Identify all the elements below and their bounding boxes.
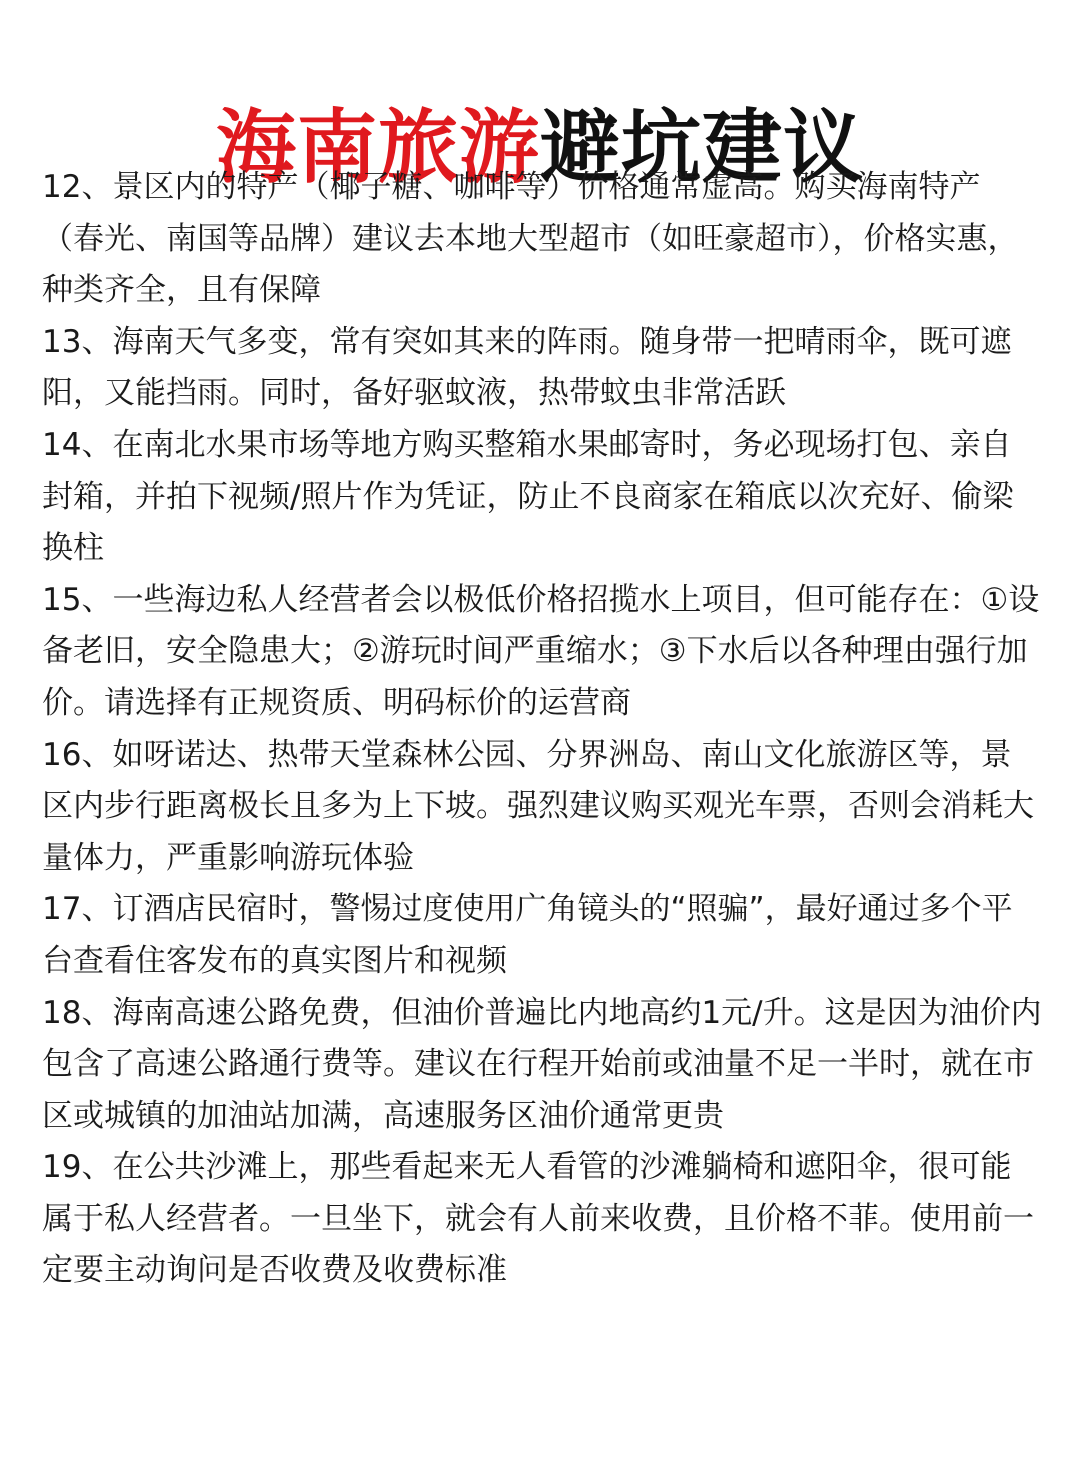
tip-18: 18、海南高速公路免费，但油价普遍比内地高约1元/升。这是因为油价内包含了高速公路通行费等。建议在行程开始前或油量不足一半时，就在市区或城镇的加油站加满，高速服务区油价通常更贵 [42,994,1042,1134]
tip-14: 14、在南北水果市场等地方购买整箱水果邮寄时，务必现场打包、亲自封箱，并拍下视频/照片作为凭证，防止不良商家在箱底以次充好、偷梁换柱 [42,426,1014,567]
tip-13: 13、海南天气多变，常有突如其来的阵雨。随身带一把晴雨伞，既可遮阳，又能挡雨。同时，备好驱蚊液，热带蚊虫非常活跃 [42,323,1012,412]
tip-12: 12、景区内的特产（椰子糖、咖啡等）价格通常虚高。购买海南特产（春光、南国等品牌）建议去本地大型超市（如旺豪超市），价格实惠，种类齐全，且有保障 [42,169,1019,309]
tip-17: 17、订酒店民宿时，警惕过度使用广角镜头的“照骗”，最好通过多个平台查看住客发布的真实图片和视频 [42,891,1013,979]
tip-15: 15、一些海边私人经营者会以极低价格招揽水上项目，但可能存在：①设备老旧，安全隐患大；②游玩时间严重缩水；③下水后以各种理由强行加价。请选择有正规资质、明码标价的运营商 [42,581,1040,721]
tip-16: 16、如呀诺达、热带天堂森林公园、分界洲岛、南山文化旅游区等，景区内步行距离极长且多为上下坡。强烈建议购买观光车票，否则会消耗大量体力，严重影响游玩体验 [42,736,1034,876]
tips-list [42,162,1042,1297]
title-highlight: 海南旅游 [216,100,540,194]
title-rest: 避坑建议 [540,100,864,194]
tip-19: 19、在公共沙滩上，那些看起来无人看管的沙滩躺椅和遮阳伞，很可能属于私人经营者。一旦坐下，就会有人前来收费，且价格不菲。使用前一定要主动询问是否收费及收费标准 [42,1149,1034,1289]
